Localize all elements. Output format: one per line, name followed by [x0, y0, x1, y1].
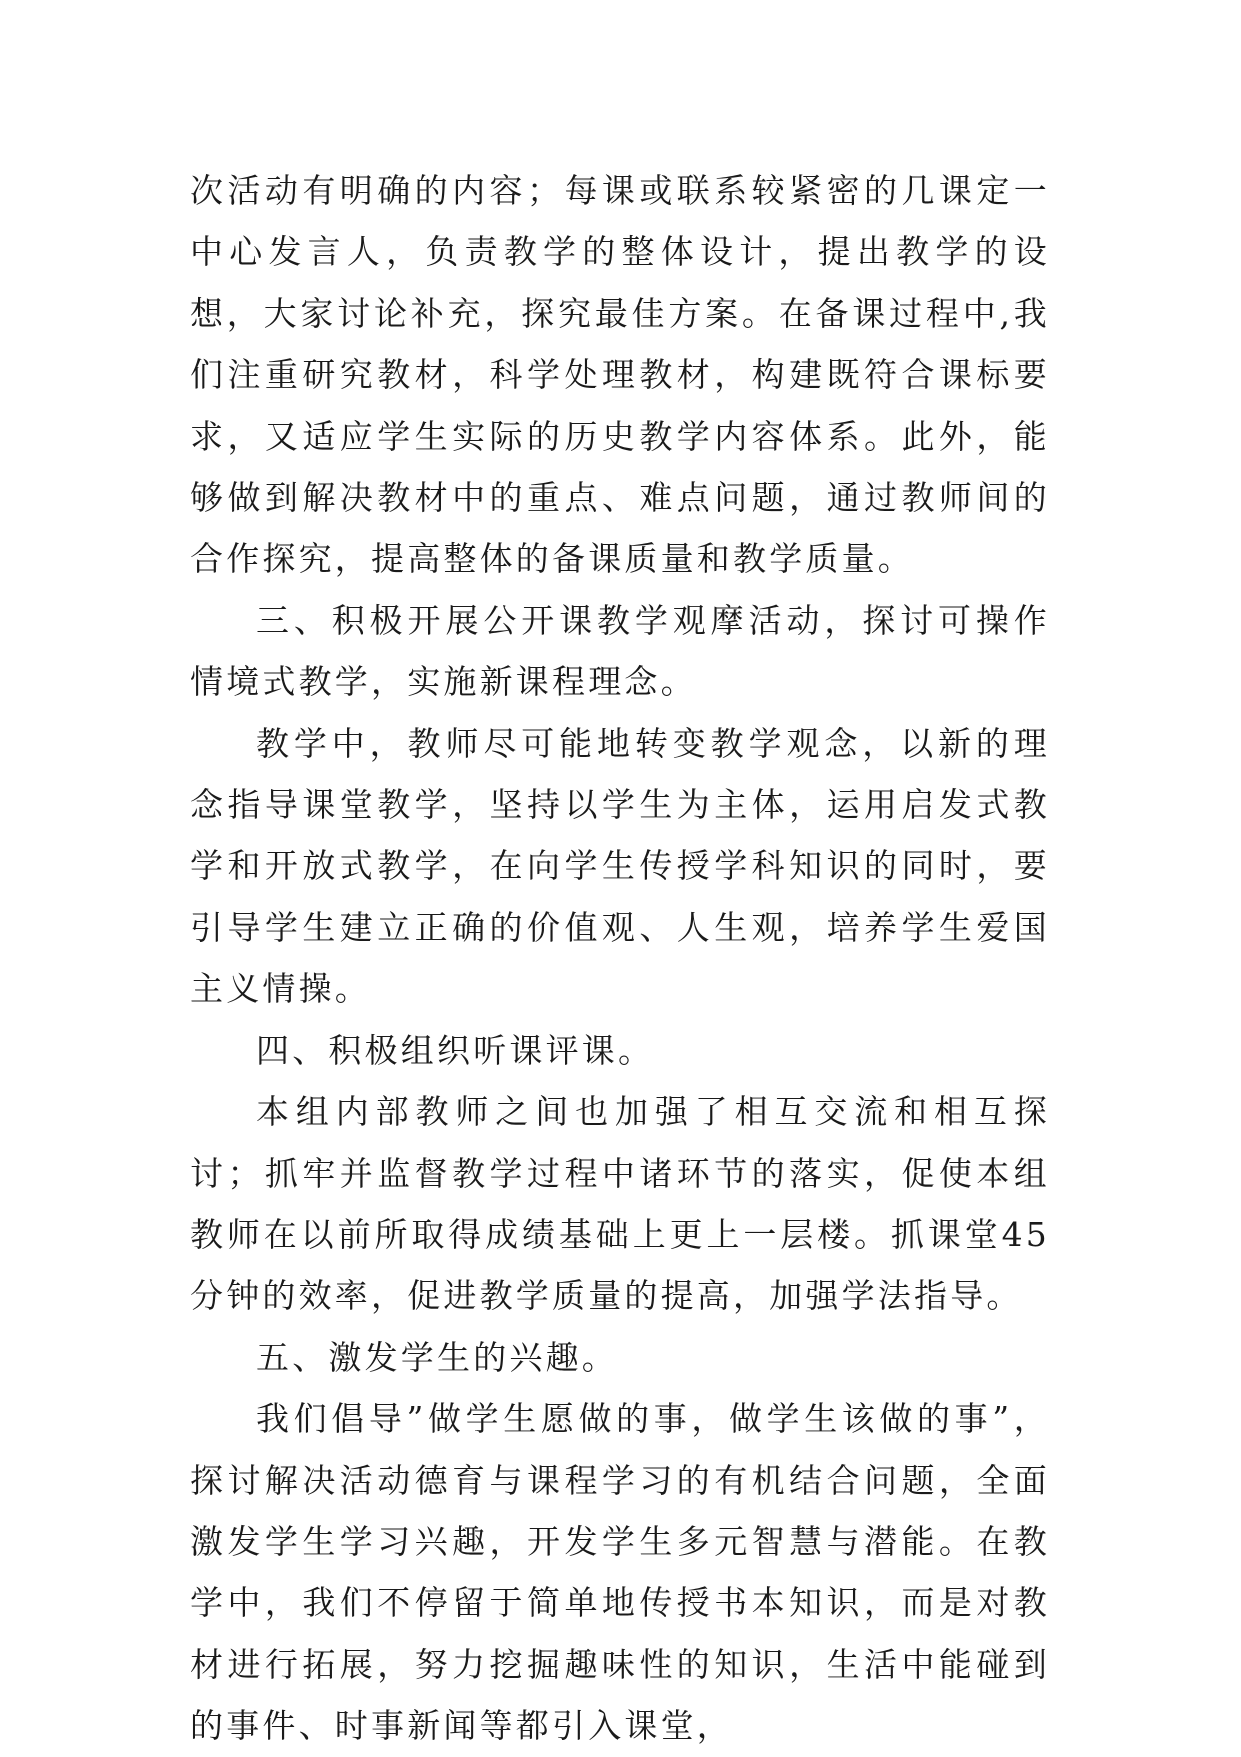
paragraph: 我们倡导”做学生愿做的事，做学生该做的事”，探讨解决活动德育与课程学习的有机结合问题，全面激发学生学习兴趣，开发学生多元智慧与潜能。在教学中，我们不停留于简单地传授书本知识，而是对教材进行拓展，努力挖掘趣味性的知识，生活中能碰到的事件、时事新闻等都引入课堂， — [190, 1399, 1050, 1746]
section-heading-5: 五、激发学生的兴趣。 — [256, 1337, 618, 1377]
paragraph-continuation: 次活动有明确的内容；每课或联系较紧密的几课定一中心发言人，负责教学的整体设计，提出教学的设想，大家讨论补充，探究最佳方案。在备课过程中,我们注重研究教材，科学处理教材，构建既符合课标要求，又适应学生实际的历史教学内容体系。此外，能够做到解决教材中的重点、难点问题，通过教师间的合作探究，提高整体的备课质量和教学质量。 — [190, 171, 1050, 579]
section-heading-3: 三、积极开展公开课教学观摩活动，探讨可操作情境式教学，实施新课程理念。 — [190, 600, 1050, 702]
document-body — [190, 160, 1050, 1757]
paragraph: 教学中，教师尽可能地转变教学观念，以新的理念指导课堂教学，坚持以学生为主体，运用启发式教学和开放式教学，在向学生传授学科知识的同时，要引导学生建立正确的价值观、人生观，培养学生爱国主义情操。 — [190, 723, 1050, 1009]
paragraph: 本组内部教师之间也加强了相互交流和相互探讨；抓牢并监督教学过程中诸环节的落实，促使本组教师在以前所取得成绩基础上更上一层楼。抓课堂45分钟的效率，促进教学质量的提高，加强学法指导。 — [190, 1092, 1050, 1316]
section-heading-4: 四、积极组织听课评课。 — [256, 1030, 655, 1070]
